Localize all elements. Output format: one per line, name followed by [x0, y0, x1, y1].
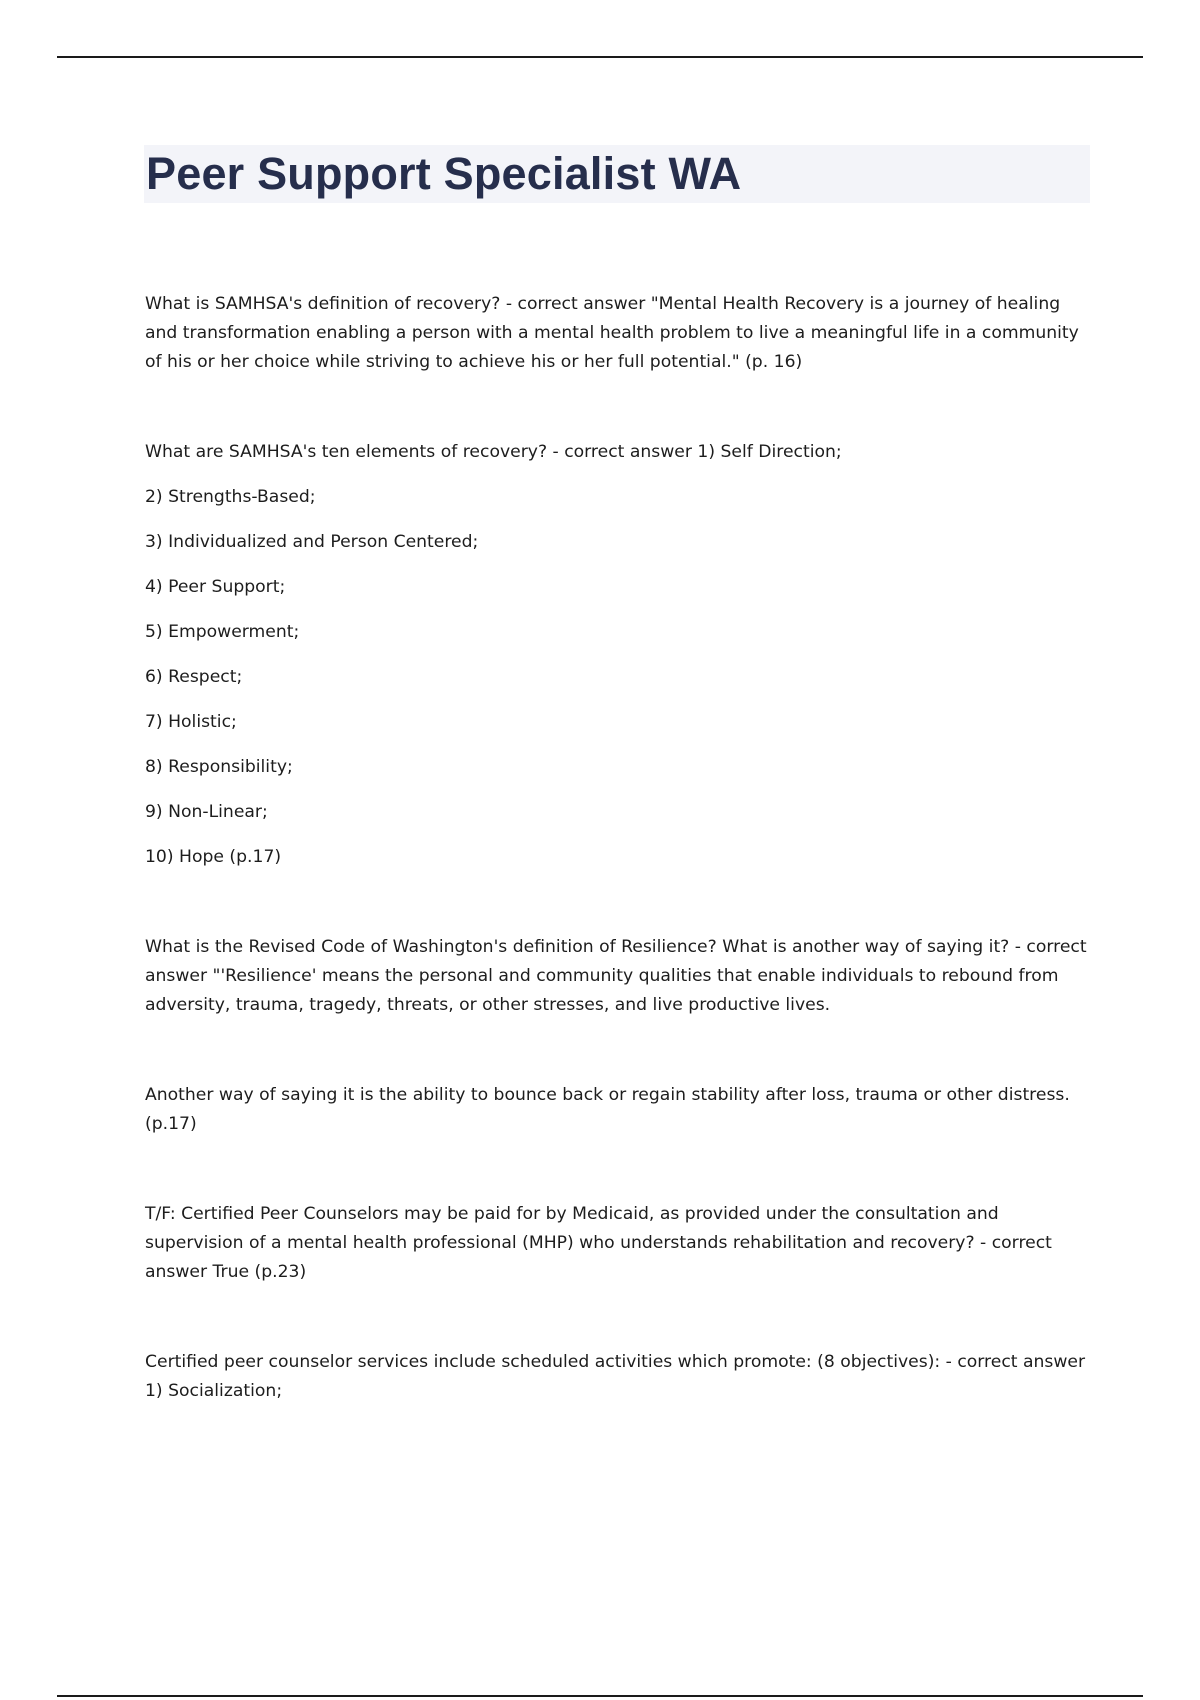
top-divider — [57, 56, 1143, 58]
bottom-divider — [57, 1695, 1143, 1697]
list-item: 3) Individualized and Person Centered; — [145, 532, 479, 552]
qa-entry-resilience-continuation: Another way of saying it is the ability to bounce back or regain stability after loss, trauma or other distress. (p.17) — [145, 1085, 1070, 1134]
list-item: 9) Non-Linear; — [145, 802, 268, 822]
list-item: 10) Hope (p.17) — [145, 847, 282, 867]
qa-entry-ten-elements: What are SAMHSA's ten elements of recovery? - correct answer 1) Self Direction; — [145, 442, 842, 462]
document-body — [145, 290, 1090, 1406]
list-item: 5) Empowerment; — [145, 622, 300, 642]
qa-entry-recovery-definition: What is SAMHSA's definition of recovery? - correct answer "Mental Health Recovery is a journey of healing and transformation enabling a person with a mental health problem to live a meaningful life in a community of his or her choice while striving to achieve his or her full potential." (p. 16) — [145, 294, 1079, 372]
list-item: 7) Holistic; — [145, 712, 237, 732]
list-item: 8) Responsibility; — [145, 757, 293, 777]
list-item: 4) Peer Support; — [145, 577, 286, 597]
list-item: 2) Strengths-Based; — [145, 487, 316, 507]
qa-entry-resilience: What is the Revised Code of Washington's definition of Resilience? What is another way of saying it? - correct answer "'Resilience' means the personal and community qualities that enable individuals to rebound from adversity, trauma, tragedy, threats, or other stresses, and live productive lives. — [145, 937, 1087, 1015]
qa-entry-medicaid-true-false: T/F: Certified Peer Counselors may be paid for by Medicaid, as provided under the consultation and supervision of a mental health professional (MHP) who understands rehabilitation and recovery? - correct answer True (p.23) — [145, 1204, 1052, 1282]
list-item: 6) Respect; — [145, 667, 243, 687]
page-title: Peer Support Specialist WA — [146, 148, 742, 199]
qa-entry-services-objectives: Certified peer counselor services include scheduled activities which promote: (8 objectives): - correct answer 1) Socialization; — [145, 1352, 1086, 1401]
